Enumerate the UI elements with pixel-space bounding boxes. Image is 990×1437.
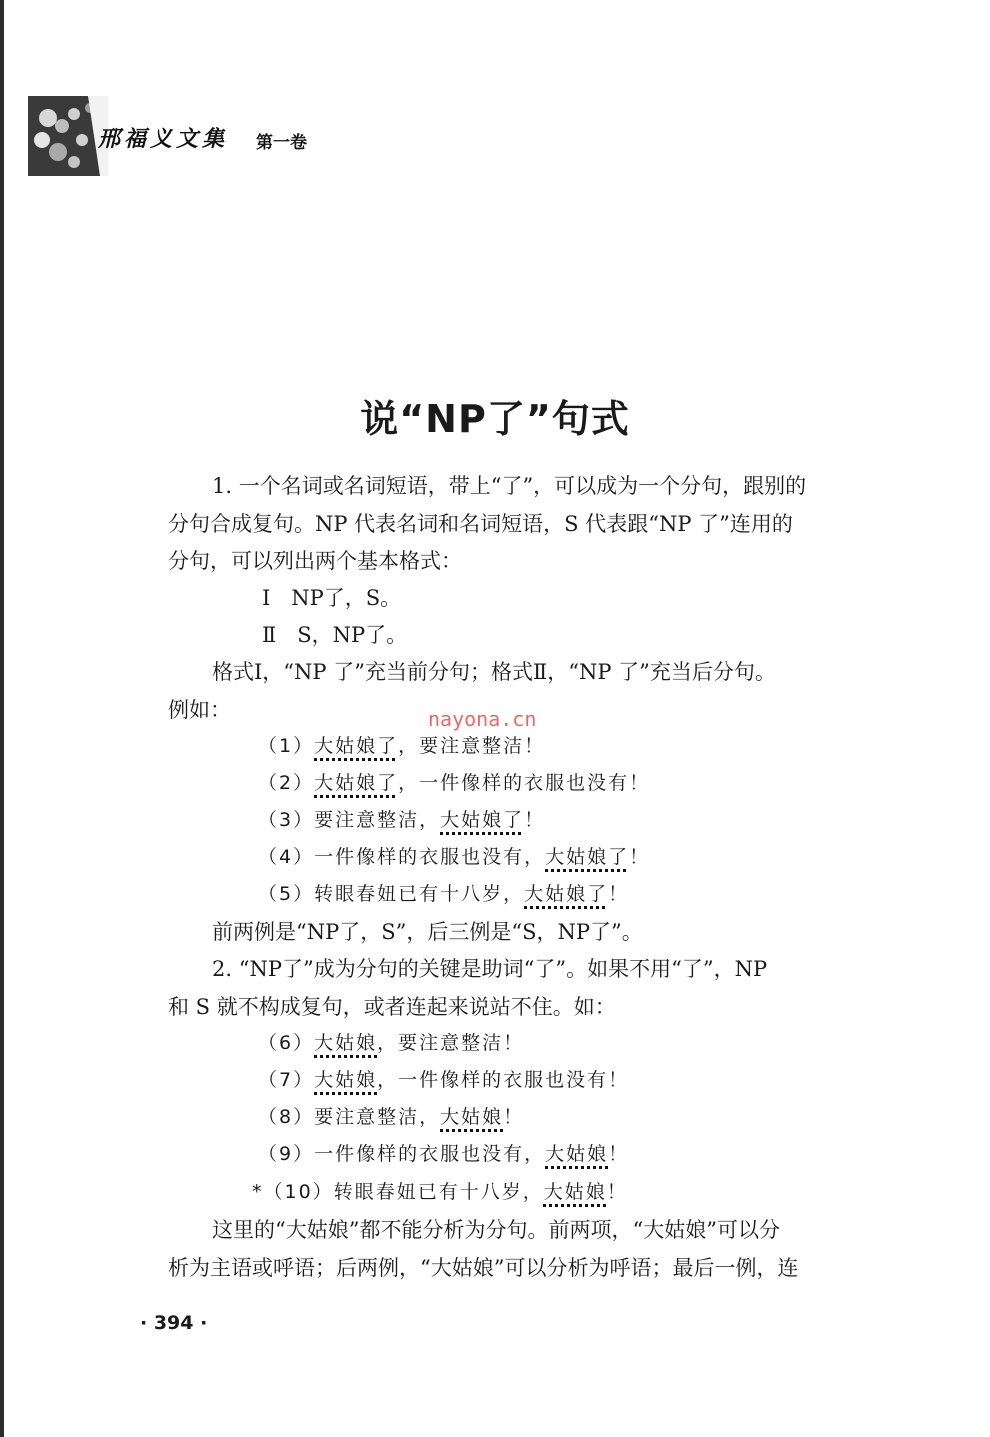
paragraph-line: 1. 一个名词或名词短语，带上“了”，可以成为一个分句，跟别的 xyxy=(212,474,807,498)
volume-label: 第一卷 xyxy=(256,133,307,153)
format-line: Ⅱ S，NP了。 xyxy=(262,623,408,647)
paragraph-line: 格式Ⅰ，“NP 了”充当前分句；格式Ⅱ，“NP 了”充当后分句。 xyxy=(212,660,776,684)
emphasized-np: 大姑娘了 xyxy=(314,772,399,794)
paragraph-line: 析为主语或呼语；后两例，“大姑娘”可以分析为呼语；最后一例，连 xyxy=(168,1256,799,1280)
example-sentence: （1）大姑娘了，要注意整洁！ xyxy=(258,735,546,757)
emphasized-np: 大姑娘 xyxy=(314,1069,378,1091)
example-sentence: *（10）转眼春妞已有十八岁，大姑娘！ xyxy=(252,1181,628,1203)
example-number: （1） xyxy=(258,735,315,757)
paragraph-line: 2. “NP了”成为分句的关键是助词“了”。如果不用“了”，NP xyxy=(212,957,768,981)
example-sentence: （6）大姑娘，要注意整洁！ xyxy=(258,1032,525,1054)
flower-decoration-image xyxy=(28,96,108,176)
example-sentence: （4）一件像样的衣服也没有，大姑娘了！ xyxy=(258,846,651,868)
paragraph-line: 例如： xyxy=(168,698,231,722)
example-number: （7） xyxy=(258,1069,315,1091)
example-sentence: （8）要注意整洁，大姑娘！ xyxy=(258,1106,525,1128)
paragraph-line: 和 S 就不构成复句，或者连起来说站不住。如： xyxy=(168,995,616,1019)
book-title: 邢福义文集 xyxy=(98,127,229,152)
emphasized-np: 大姑娘 xyxy=(440,1106,504,1128)
watermark: nayona.cn xyxy=(428,707,537,731)
example-sentence: （5）转眼春妞已有十八岁，大姑娘了！ xyxy=(258,883,630,905)
example-sentence: （7）大姑娘，一件像样的衣服也没有！ xyxy=(258,1069,630,1091)
example-sentence: （9）一件像样的衣服也没有，大姑娘！ xyxy=(258,1143,630,1165)
example-number: （5） xyxy=(258,883,315,905)
paragraph-line: 分句，可以列出两个基本格式： xyxy=(168,549,462,573)
emphasized-np: 大姑娘了 xyxy=(524,883,609,905)
example-number: （2） xyxy=(258,772,315,794)
paragraph-line: 这里的“大姑娘”都不能分析为分句。前两项，“大姑娘”可以分 xyxy=(212,1218,780,1242)
emphasized-np: 大姑娘了 xyxy=(314,735,399,757)
example-number: （9） xyxy=(258,1143,315,1165)
example-sentence: （2）大姑娘了，一件像样的衣服也没有！ xyxy=(258,772,651,794)
paragraph-line: 分句合成复句。NP 代表名词和名词短语，S 代表跟“NP 了”连用的 xyxy=(168,512,793,536)
format-line: Ⅰ NP了，S。 xyxy=(262,586,402,610)
page-left-border xyxy=(0,0,4,1437)
emphasized-np: 大姑娘 xyxy=(545,1143,609,1165)
example-number: *（10） xyxy=(252,1181,334,1203)
emphasized-np: 大姑娘了 xyxy=(440,809,525,831)
emphasized-np: 大姑娘 xyxy=(543,1181,607,1203)
emphasized-np: 大姑娘 xyxy=(314,1032,378,1054)
example-number: （4） xyxy=(258,846,315,868)
example-sentence: （3）要注意整洁，大姑娘了！ xyxy=(258,809,546,831)
emphasized-np: 大姑娘了 xyxy=(545,846,630,868)
page-number: · 394 · xyxy=(140,1312,208,1334)
paragraph-line: 前两例是“NP了，S”，后三例是“S，NP了”。 xyxy=(212,920,643,944)
article-title: 说“NP了”句式 xyxy=(360,397,630,441)
example-number: （3） xyxy=(258,809,315,831)
example-number: （6） xyxy=(258,1032,315,1054)
example-number: （8） xyxy=(258,1106,315,1128)
